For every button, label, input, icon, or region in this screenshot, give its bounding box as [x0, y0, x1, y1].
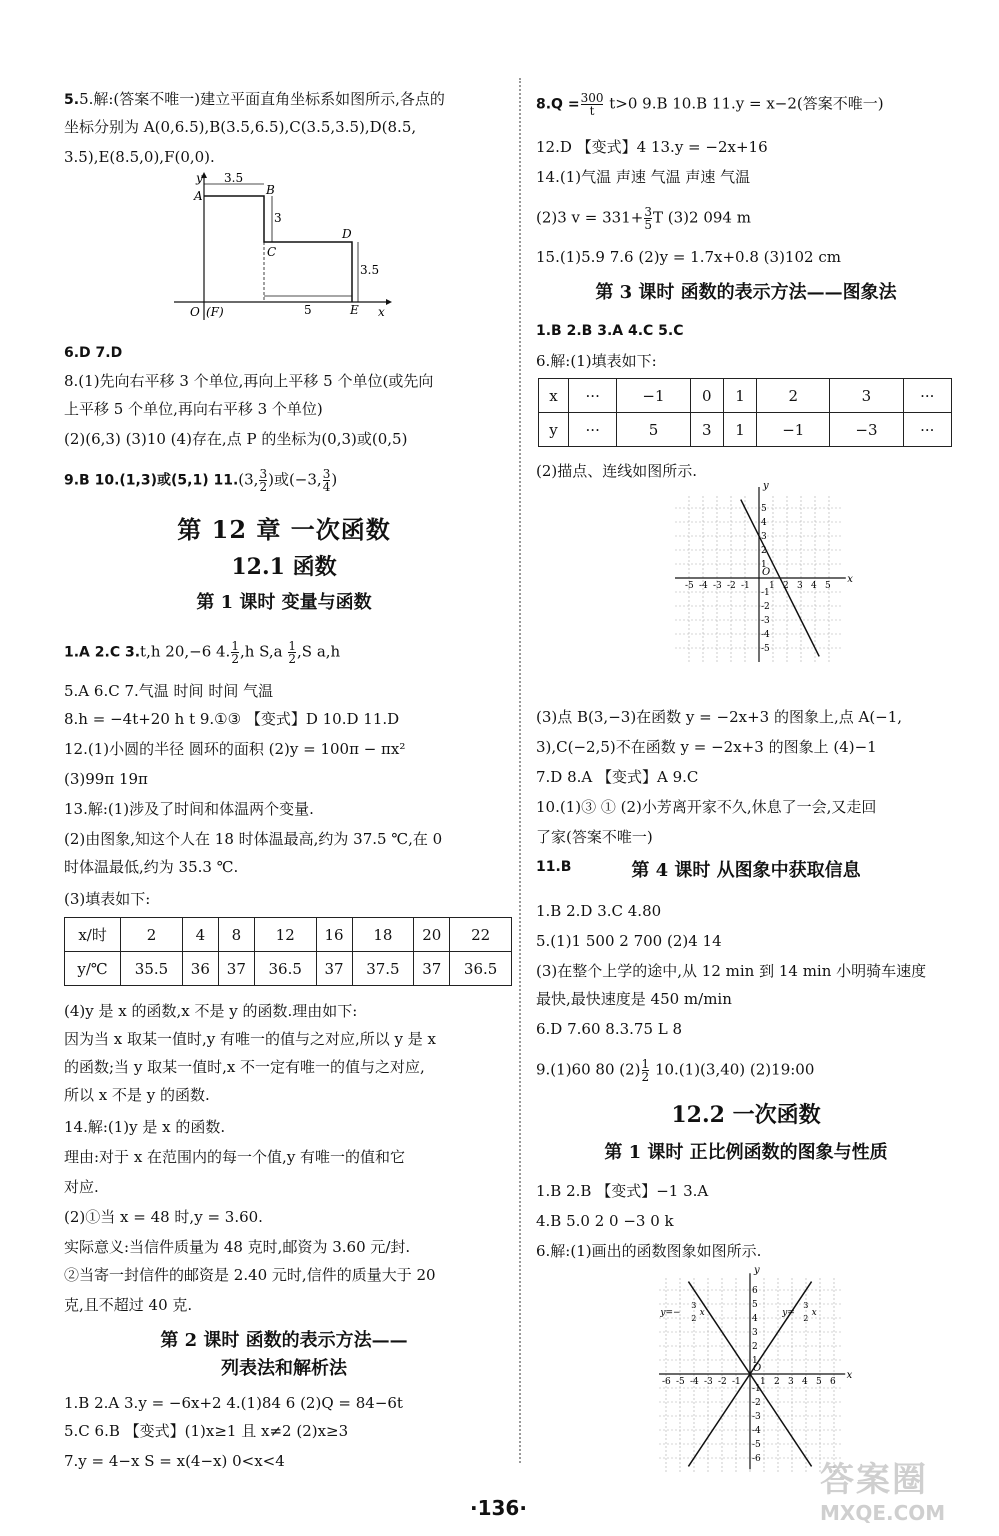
text-line: 因为当 x 取某一值时,y 有唯一的值与之对应,所以 y 是 x — [64, 1030, 437, 1048]
text-line: 坐标分别为 A(0,6.5),B(3.5,6.5),C(3.5,3.5),D(8.5, — [64, 118, 417, 136]
text-line: 5.(1)1 500 2 700 (2)4 14 — [536, 932, 722, 950]
text-line: 克,且不超过 40 克. — [64, 1296, 193, 1314]
table-cell: −3 — [830, 413, 903, 447]
origin-label: O — [753, 1363, 762, 1374]
table-cell: 4 — [182, 918, 218, 952]
lesson-title: 第 3 课时 函数的表示方法——图象法 — [595, 282, 897, 303]
text-line: 12.D 【变式】4 13.y = −2x+16 — [536, 138, 768, 156]
tick-label: 4 — [752, 1314, 758, 1324]
text-line: 时体温最低,约为 35.3 ℃. — [64, 858, 239, 876]
table-cell: 5 — [617, 413, 690, 447]
table-cell: 20 — [414, 918, 450, 952]
table-cell: 12 — [254, 918, 316, 952]
text-line: 11.B — [536, 859, 572, 875]
tick-label: -5 — [676, 1377, 685, 1387]
chapter-title: 第 12 章 一次函数 — [177, 515, 391, 544]
lesson-title: 第 1 课时 变量与函数 — [196, 592, 372, 613]
tick-label: 4 — [761, 518, 767, 528]
text-line: 12.(1)小圆的半径 圆环的面积 (2)y = 100π − πx² — [64, 740, 406, 758]
text-line: 最快,最快速度是 450 m/min — [536, 990, 732, 1008]
line-label: 3 — [803, 1301, 809, 1311]
column-divider — [519, 78, 521, 1463]
text-line: (2)①当 x = 48 时,y = 3.60. — [64, 1208, 263, 1226]
tick-label: 1 — [769, 581, 775, 591]
length-label: 5 — [304, 303, 312, 317]
text-line: 了家(答案不唯一) — [536, 828, 653, 846]
watermark-logo: 答案圈 MXQE.COM — [820, 1460, 946, 1525]
text-line: 8.(1)先向右平移 3 个单位,再向上平移 5 个单位(或先向 — [64, 372, 434, 390]
text-line: ②当寄一封信件的邮资是 2.40 元时,信件的质量大于 20 — [64, 1266, 436, 1284]
lesson-title: 第 1 课时 正比例函数的图象与性质 — [604, 1142, 888, 1163]
tick-label: 3 — [752, 1328, 758, 1338]
page-number: ·136· — [470, 1496, 527, 1520]
tick-label: -3 — [704, 1377, 713, 1387]
text-line: 8.Q = $\frac{300}{t}$ t>0 9.B 10.B 11.y = x−2(答案不唯一) — [536, 91, 884, 118]
text-line: 4.B 5.0 2 0 −3 0 k — [536, 1212, 674, 1230]
section-title: 12.1 函数 — [231, 554, 337, 580]
graph-figure — [674, 480, 853, 670]
tick-label: -4 — [699, 581, 708, 591]
table-cell: x — [539, 379, 569, 413]
tick-label: 5 — [761, 504, 767, 514]
table-cell: x/时 — [65, 918, 121, 952]
tick-label: 1 — [752, 1356, 758, 1366]
point-c-label: C — [267, 245, 277, 259]
text-line: 理由:对于 x 在范围内的每一个值,y 有唯一的值和它 — [64, 1148, 406, 1166]
coordinate-figure — [164, 170, 394, 320]
text-line: 所以 x 不是 y 的函数. — [64, 1086, 210, 1104]
text-line: 6.解:(1)画出的函数图象如图所示. — [536, 1242, 762, 1260]
text-line: (3)在整个上学的途中,从 12 min 到 14 min 小明骑车速度 — [536, 962, 927, 980]
text-line: (3)99π 19π — [64, 770, 148, 788]
line-label: 2 — [803, 1313, 809, 1323]
table-cell: 37 — [414, 952, 450, 986]
table-cell: 37.5 — [352, 952, 414, 986]
tick-label: -3 — [752, 1412, 761, 1422]
table-cell: 18 — [352, 918, 414, 952]
text-line: (2)由图象,知这个人在 18 时体温最高,约为 37.5 ℃,在 0 — [64, 830, 443, 848]
lesson-title: 第 2 课时 函数的表示方法—— — [160, 1330, 408, 1351]
text-line: 10.(1)③ ① (2)小芳离开家不久,休息了一会,又走回 — [536, 798, 877, 816]
text-line: 1.B 2.A 3.y = −6x+2 4.(1)84 6 (2)Q = 84−6t — [64, 1394, 403, 1412]
text-line: 实际意义:当信件质量为 48 克时,邮资为 3.60 元/封. — [64, 1238, 411, 1256]
line-label: x — [811, 1308, 817, 1319]
temperature-table — [64, 917, 512, 986]
tick-label: 3 — [797, 581, 803, 591]
tick-label: 2 — [752, 1342, 758, 1352]
tick-label: 4 — [811, 581, 817, 591]
text-line: 14.(1)气温 声速 气温 声速 气温 — [536, 168, 751, 186]
tick-label: 5 — [816, 1377, 822, 1387]
origin-label: O — [762, 567, 771, 578]
text-line: 14.解:(1)y 是 x 的函数. — [64, 1118, 226, 1136]
y-axis-label: y — [754, 1265, 760, 1277]
lesson-title: 第 4 课时 从图象中获取信息 — [631, 860, 861, 881]
text-line: (3)填表如下: — [64, 890, 151, 908]
proportional-graph-figure — [656, 1262, 866, 1472]
tick-label: -1 — [761, 588, 770, 598]
table-cell: 0 — [690, 379, 723, 413]
text-line: (2)(6,3) (3)10 (4)存在,点 P 的坐标为(0,3)或(0,5) — [64, 430, 408, 448]
table-cell: y/℃ — [65, 952, 121, 986]
table-cell: 35.5 — [121, 952, 183, 986]
tick-label: -1 — [752, 1384, 761, 1394]
text-line: 对应. — [64, 1178, 99, 1196]
table-cell: 3 — [830, 379, 903, 413]
text-line: (3)点 B(3,−3)在函数 y = −2x+3 的图象上,点 A(−1, — [536, 708, 903, 726]
table-cell: 36 — [182, 952, 218, 986]
table-cell: 2 — [757, 379, 830, 413]
point-b-label: B — [266, 183, 275, 197]
line-label: 2 — [691, 1313, 697, 1323]
x-axis-label: x — [847, 574, 853, 585]
table-cell: ··· — [568, 379, 616, 413]
line-label: x — [699, 1308, 705, 1319]
table-cell: ··· — [903, 413, 951, 447]
tick-label: -2 — [718, 1377, 727, 1387]
text-line: 15.(1)5.9 7.6 (2)y = 1.7x+0.8 (3)102 cm — [536, 248, 841, 266]
text-line: 上平移 5 个单位,再向右平移 3 个单位) — [64, 400, 323, 418]
tick-label: -3 — [761, 616, 770, 626]
text-line: 3.5),E(8.5,0),F(0,0). — [64, 148, 215, 166]
text-line: 5.A 6.C 7.气温 时间 时间 气温 — [64, 682, 274, 700]
tick-label: 5 — [825, 581, 831, 591]
text-line: 6.D 7.60 8.3.75 L 8 — [536, 1020, 683, 1038]
height-label: 3.5 — [360, 263, 380, 277]
y-axis-label: y — [196, 171, 203, 185]
text-line: 7.D 8.A 【变式】A 9.C — [536, 768, 699, 786]
table-cell: 1 — [723, 413, 756, 447]
text-line: (2)3 v = 331+ $\frac{3}{5}$ T (3)2 094 m — [536, 205, 751, 232]
point-e-label: E — [350, 303, 359, 317]
tick-label: 6 — [830, 1377, 836, 1387]
table-cell: −1 — [757, 413, 830, 447]
tick-label: -5 — [752, 1440, 761, 1450]
tick-label: -2 — [727, 581, 736, 591]
table-cell: −1 — [617, 379, 690, 413]
point-a-label: A — [194, 189, 203, 203]
tick-label: -3 — [713, 581, 722, 591]
tick-label: -5 — [685, 581, 694, 591]
point-d-label: D — [342, 227, 352, 241]
tick-label: 3 — [761, 532, 767, 542]
line-label: y=− — [660, 1308, 681, 1319]
tick-label: -4 — [690, 1377, 699, 1387]
text-line: 6.D 7.D — [64, 345, 123, 361]
text-line: (2)描点、连线如图所示. — [536, 462, 698, 480]
table-cell: 22 — [450, 918, 512, 952]
tick-label: -4 — [761, 630, 770, 640]
table-cell: 36.5 — [450, 952, 512, 986]
table-cell: 37 — [316, 952, 352, 986]
tick-label: -6 — [662, 1377, 671, 1387]
tick-label: 1 — [760, 1377, 766, 1387]
tick-label: 3 — [788, 1377, 794, 1387]
table-cell: ··· — [903, 379, 951, 413]
table-cell: 37 — [218, 952, 254, 986]
tick-label: 5 — [752, 1300, 758, 1310]
text-line: 13.解:(1)涉及了时间和体温两个变量. — [64, 800, 314, 818]
text-line: 1.B 2.B 【变式】−1 3.A — [536, 1182, 709, 1200]
tick-label: -1 — [741, 581, 750, 591]
tick-label: -5 — [761, 644, 770, 654]
function-table — [538, 378, 952, 447]
tick-label: 2 — [761, 546, 767, 556]
section-title: 12.2 一次函数 — [671, 1102, 821, 1128]
height-label: 3 — [274, 211, 282, 225]
tick-label: -6 — [752, 1454, 761, 1464]
text-line: (4)y 是 x 的函数,x 不是 y 的函数.理由如下: — [64, 1002, 358, 1020]
table-cell: 36.5 — [254, 952, 316, 986]
tick-label: -1 — [732, 1377, 741, 1387]
tick-label: 1 — [761, 560, 767, 570]
x-axis-label: x — [846, 1370, 853, 1381]
table-cell: y — [539, 413, 569, 447]
table-cell: 1 — [723, 379, 756, 413]
width-label: 3.5 — [224, 171, 244, 185]
tick-label: -4 — [752, 1426, 761, 1436]
text-line: 9.(1)60 80 (2) $\frac{1}{2}$ 10.(1)(3,40) (2)19:00 — [536, 1057, 815, 1084]
lesson-title: 列表法和解析法 — [221, 1358, 347, 1379]
table-cell: ··· — [568, 413, 616, 447]
text-line: 1.A 2.C 3.t,h 20,−6 4. $\frac{1}{2}$ ,h S,a $\frac{1}{2}$ ,S a,h — [64, 639, 341, 666]
text-line: 1.B 2.D 3.C 4.80 — [536, 902, 662, 920]
text-line: 9.B 10.(1,3)或(5,1) 11.(3, $\frac{3}{2}$ )或(−3, $\frac{3}{4}$ ) — [64, 467, 338, 494]
tick-label: 2 — [783, 581, 789, 591]
tick-label: 4 — [802, 1377, 808, 1387]
point-f-label: (F) — [206, 305, 224, 319]
x-axis-label: x — [378, 305, 385, 319]
table-cell: 2 — [121, 918, 183, 952]
line-label: y= — [782, 1308, 795, 1319]
line-label: 3 — [691, 1301, 697, 1311]
text-line: 3),C(−2,5)不在函数 y = −2x+3 的图象上 (4)−1 — [536, 738, 877, 756]
text-line: 5.C 6.B 【变式】(1)x≥1 且 x≠2 (2)x≥3 — [64, 1422, 349, 1440]
tick-label: 6 — [752, 1286, 758, 1296]
text-line: 8.h = −4t+20 h t 9.①③ 【变式】D 10.D 11.D — [64, 710, 400, 728]
origin-label: O — [190, 305, 200, 319]
table-cell: 8 — [218, 918, 254, 952]
tick-label: -2 — [761, 602, 770, 612]
text-line: 的函数;当 y 取某一值时,x 不一定有唯一的值与之对应, — [64, 1058, 425, 1076]
text-line: 5.5.解:(答案不唯一)建立平面直角坐标系如图所示,各点的 — [64, 90, 445, 108]
table-cell: 3 — [690, 413, 723, 447]
y-axis-label: y — [763, 480, 769, 492]
text-line: 1.B 2.B 3.A 4.C 5.C — [536, 323, 684, 339]
table-cell: 16 — [316, 918, 352, 952]
tick-label: -2 — [752, 1398, 761, 1408]
text-line: 7.y = 4−x S = x(4−x) 0<x<4 — [64, 1452, 285, 1470]
tick-label: 2 — [774, 1377, 780, 1387]
text-line: 6.解:(1)填表如下: — [536, 352, 657, 370]
